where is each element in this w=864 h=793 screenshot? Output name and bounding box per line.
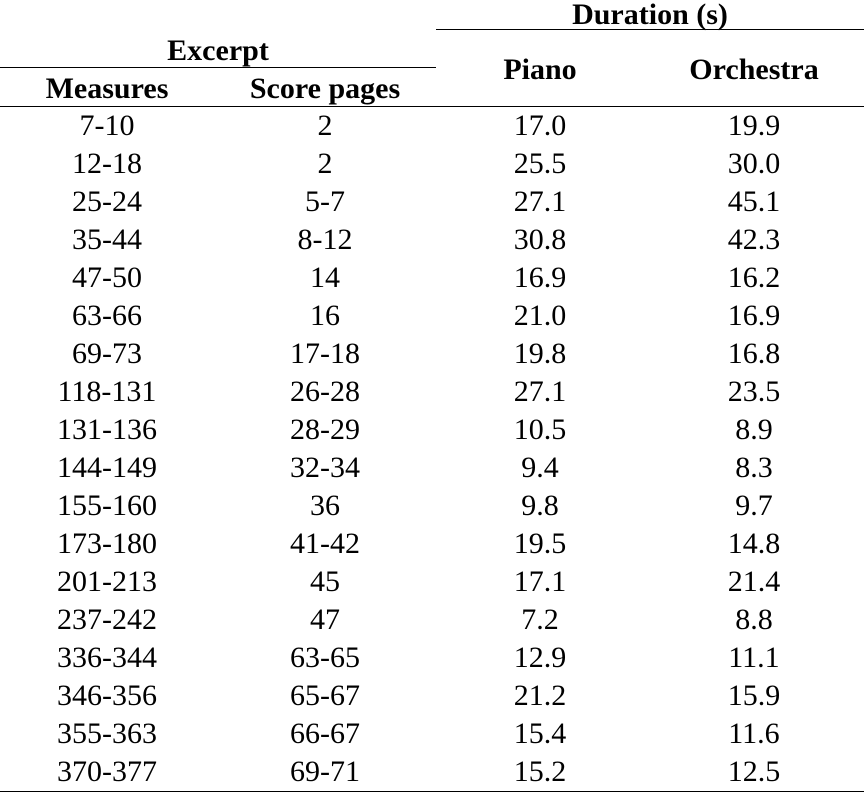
measures-cell: 237-242 [57, 603, 157, 636]
header-orchestra: Orchestra [689, 53, 819, 86]
header-excerpt: Excerpt [167, 34, 269, 67]
header-score-pages: Score pages [249, 72, 401, 105]
piano-cell: 9.8 [521, 489, 559, 522]
piano-cell: 16.9 [513, 261, 567, 294]
measures-cell: 336-344 [57, 641, 157, 674]
score-pages-cell: 26-28 [290, 375, 360, 408]
header-piano: Piano [503, 53, 577, 86]
table-row [0, 715, 864, 753]
piano-cell: 17.1 [513, 565, 567, 598]
measures-cell: 346-356 [57, 679, 157, 712]
table-row [0, 221, 864, 259]
table-row [0, 487, 864, 525]
orchestra-cell: 23.5 [727, 375, 781, 408]
piano-cell: 9.4 [521, 451, 559, 484]
table-row [0, 525, 864, 563]
table-row [0, 753, 864, 791]
table-row [0, 259, 864, 297]
orchestra-cell: 11.1 [728, 641, 780, 674]
table-row [0, 335, 864, 373]
orchestra-cell: 16.8 [727, 337, 781, 370]
rule-excerpt [0, 67, 436, 68]
table-row [0, 449, 864, 487]
score-pages-cell: 14 [310, 261, 340, 294]
table-row [0, 183, 864, 221]
piano-cell: 25.5 [513, 147, 567, 180]
score-pages-cell: 41-42 [290, 527, 360, 560]
piano-cell: 19.5 [513, 527, 567, 560]
table-row [0, 107, 864, 145]
orchestra-cell: 8.9 [735, 413, 773, 446]
score-pages-cell: 32-34 [290, 451, 360, 484]
table-row [0, 677, 864, 715]
measures-cell: 25-24 [72, 185, 142, 218]
measures-cell: 370-377 [57, 755, 157, 788]
measures-cell: 47-50 [72, 261, 142, 294]
score-pages-cell: 47 [310, 603, 340, 636]
score-pages-cell: 65-67 [290, 679, 360, 712]
orchestra-cell: 12.5 [727, 755, 781, 788]
orchestra-cell: 8.3 [735, 451, 773, 484]
measures-cell: 144-149 [57, 451, 157, 484]
score-pages-cell: 17-18 [290, 337, 360, 370]
score-pages-cell: 2 [317, 109, 333, 142]
measures-cell: 201-213 [57, 565, 157, 598]
piano-cell: 27.1 [513, 375, 567, 408]
table-row [0, 639, 864, 677]
score-pages-cell: 45 [310, 565, 340, 598]
orchestra-cell: 16.9 [727, 299, 781, 332]
score-pages-cell: 66-67 [290, 717, 360, 750]
rule-duration [436, 29, 864, 30]
table-row [0, 373, 864, 411]
orchestra-cell: 15.9 [727, 679, 781, 712]
orchestra-cell: 19.9 [727, 109, 781, 142]
orchestra-cell: 42.3 [727, 223, 781, 256]
table-row [0, 601, 864, 639]
measures-cell: 63-66 [72, 299, 142, 332]
score-pages-cell: 63-65 [290, 641, 360, 674]
piano-cell: 21.0 [513, 299, 567, 332]
piano-cell: 21.2 [513, 679, 567, 712]
orchestra-cell: 21.4 [727, 565, 781, 598]
orchestra-cell: 8.8 [735, 603, 773, 636]
measures-cell: 131-136 [57, 413, 157, 446]
orchestra-cell: 16.2 [727, 261, 781, 294]
piano-cell: 15.4 [513, 717, 567, 750]
measures-cell: 69-73 [72, 337, 142, 370]
measures-cell: 12-18 [72, 147, 142, 180]
header-duration: Duration (s) [572, 0, 728, 31]
piano-cell: 27.1 [513, 185, 567, 218]
score-pages-cell: 5-7 [305, 185, 345, 218]
measures-cell: 155-160 [57, 489, 157, 522]
table-row [0, 145, 864, 183]
orchestra-cell: 30.0 [727, 147, 781, 180]
score-pages-cell: 28-29 [290, 413, 360, 446]
orchestra-cell: 9.7 [735, 489, 773, 522]
header-measures: Measures [45, 72, 169, 105]
score-pages-cell: 8-12 [297, 223, 353, 256]
measures-cell: 173-180 [57, 527, 157, 560]
score-pages-cell: 16 [310, 299, 340, 332]
measures-cell: 35-44 [72, 223, 142, 256]
measures-cell: 118-131 [57, 375, 157, 408]
piano-cell: 19.8 [513, 337, 567, 370]
score-pages-cell: 2 [317, 147, 333, 180]
orchestra-cell: 14.8 [727, 527, 781, 560]
piano-cell: 15.2 [513, 755, 567, 788]
orchestra-cell: 45.1 [727, 185, 781, 218]
orchestra-cell: 11.6 [728, 717, 780, 750]
score-pages-cell: 36 [310, 489, 340, 522]
piano-cell: 30.8 [513, 223, 567, 256]
piano-cell: 12.9 [513, 641, 567, 674]
score-pages-cell: 69-71 [290, 755, 360, 788]
measures-cell: 7-10 [79, 109, 135, 142]
rule-table-bottom [0, 791, 864, 792]
measures-cell: 355-363 [57, 717, 157, 750]
table-row [0, 297, 864, 335]
table-row [0, 563, 864, 601]
table-row [0, 411, 864, 449]
piano-cell: 17.0 [513, 109, 567, 142]
piano-cell: 10.5 [513, 413, 567, 446]
piano-cell: 7.2 [521, 603, 559, 636]
